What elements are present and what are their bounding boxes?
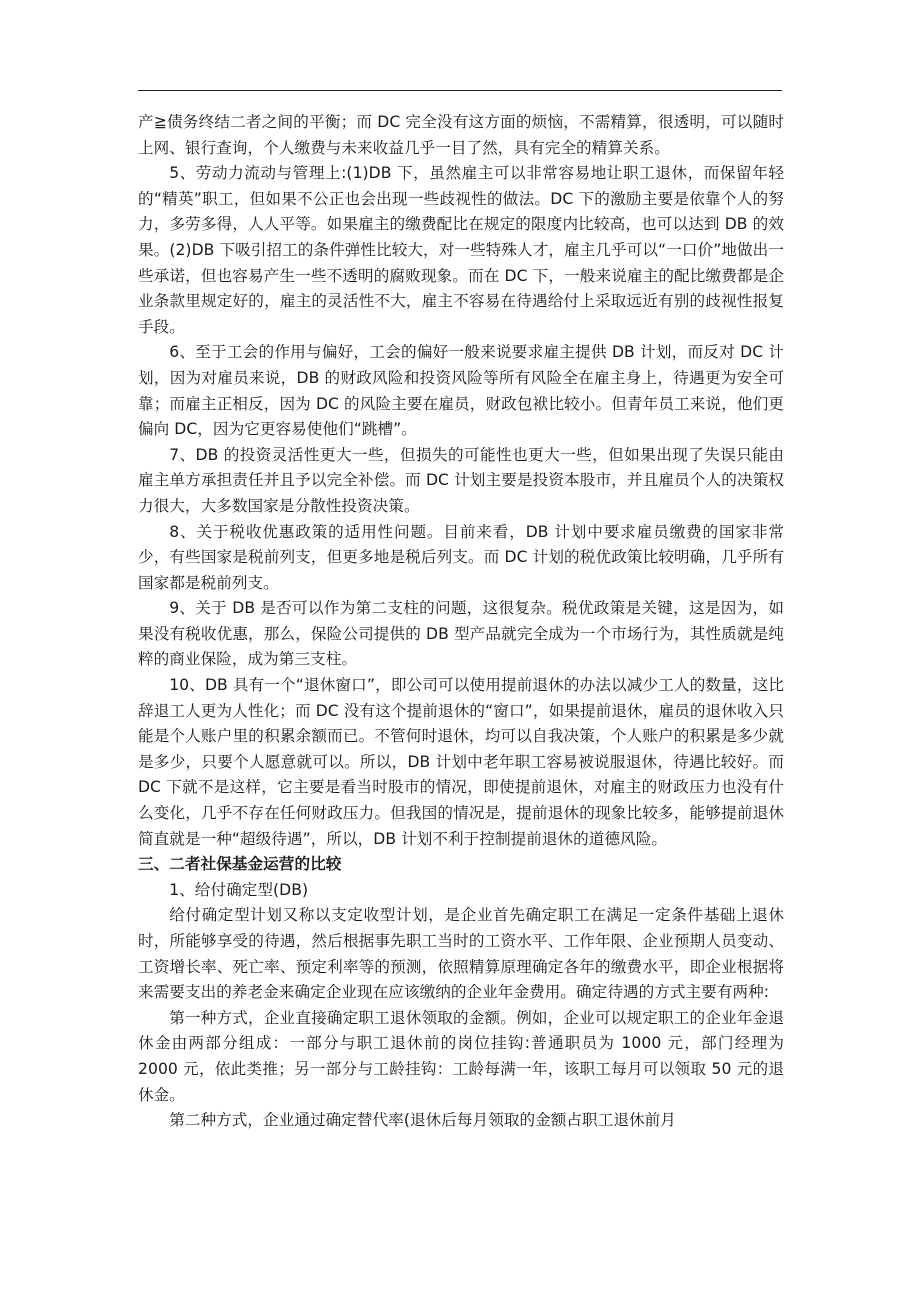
paragraph-point-9-second-pillar: 9、关于 DB 是否可以作为第二支柱的问题，这很复杂。税优政策是关键，这是因为，如果没有税收优惠，那么，保险公司提供的 DB 型产品就完全成为一个市场行为，其性质就是纯粹的商业保险，成为第三支柱。: [138, 599, 784, 669]
paragraph-balance-continued: 产≧债务终结二者之间的平衡；而 DC 完全没有这方面的烦恼，不需精算，很透明，可以随时上网、银行查询，个人缴费与未来收益几乎一目了然，具有完全的精算关系。: [138, 113, 784, 157]
paragraph-point-6-union: 6、至于工会的作用与偏好，工会的偏好一般来说要求雇主提供 DB 计划，而反对 DC 计划，因为对雇员来说，DB 的财政风险和投资风险等所有风险全在雇主身上，待遇更为安全可靠；而雇主正相反，因为 DC 的风险主要在雇员，财政包袱比较小。但青年员工来说，他们更偏向 DC，因为它更容易使他们“跳槽”。: [138, 343, 784, 439]
paragraph-point-5-labor-mobility: 5、劳动力流动与管理上:(1)DB 下，虽然雇主可以非常容易地让职工退休，而保留年轻的“精英”职工，但如果不公正也会出现一些歧视性的做法。DC 下的激励主要是依靠个人的努力，多劳多得，人人平等。如果雇主的缴费配比在规定的限度内比较高，也可以达到 DB 的效果。(2)DB 下吸引招工的条件弹性比较大，对一些特殊人才，雇主几乎可以“一口价”地做出一些承诺，但也容易产生一些不透明的腐败现象。而在 DC 下，一般来说雇主的配比缴费都是企业条款里规定好的，雇主的灵活性不大，雇主不容易在待遇给付上采取远近有别的歧视性报复手段。: [138, 164, 784, 336]
paragraph-db-definition: 给付确定型计划又称以支定收型计划，是企业首先确定职工在满足一定条件基础上退休时，所能够享受的待遇，然后根据事先职工当时的工资水平、工作年限、企业预期人员变动、工资增长率、死亡率、预定利率等的预测，依照精算原理确定各年的缴费水平，即企业根据将来需要支出的养老金来确定企业现在应该缴纳的企业年金费用。确定待遇的方式主要有两种:: [138, 906, 784, 1002]
paragraph-method-2: 第二种方式，企业通过确定替代率(退休后每月领取的金额占职工退休前月: [169, 1111, 676, 1130]
header-divider: [138, 90, 782, 91]
paragraph-point-7-investment: 7、DB 的投资灵活性更大一些，但损失的可能性也更大一些，但如果出现了失误只能由雇主单方承担责任并且予以完全补偿。而 DC 计划主要是投资本股市，并且雇员个人的决策权力很大，大多数国家是分散性投资决策。: [138, 445, 784, 515]
document-body: [138, 110, 784, 1134]
paragraph-method-1: 第一种方式，企业直接确定职工退休领取的金额。例如，企业可以规定职工的企业年金退休金由两部分组成：一部分与职工退休前的岗位挂钩:普通职员为 1000 元，部门经理为 2000 元，依此类推；另一部分与工龄挂钩：工龄每满一年，该职工每月可以领取 50 元的退休金。: [138, 1008, 784, 1104]
paragraph-point-8-tax: 8、关于税收优惠政策的适用性问题。目前来看，DB 计划中要求雇员缴费的国家非常少，有些国家是税前列支，但更多地是税后列支。而 DC 计划的税优政策比较明确，几乎所有国家都是税前列支。: [138, 522, 784, 592]
paragraph-point-10-retirement-window: 10、DB 具有一个“退休窗口”，即公司可以使用提前退休的办法以减少工人的数量，这比辞退工人更为人性化；而 DC 没有这个提前退休的“窗口”，如果提前退休，雇员的退休收入只能是个人账户里的积累余额而已。不管何时退休，均可以自我决策，个人账户的积累是多少就是多少，只要个人愿意就可以。所以，DB 计划中老年职工容易被说服退休，待遇比较好。而 DC 下就不是这样，它主要是看当时股市的情况，即使提前退休，对雇主的财政压力也没有什么变化，几乎不存在任何财政压力。但我国的情况是，提前退休的现象比较多，能够提前退休简直就是一种“超级待遇”，所以，DB 计划不利于控制提前退休的道德风险。: [138, 676, 784, 848]
subheading-db: 1、给付确定型(DB): [169, 880, 309, 899]
section-heading-3: 三、二者社保基金运营的比较: [138, 855, 342, 874]
